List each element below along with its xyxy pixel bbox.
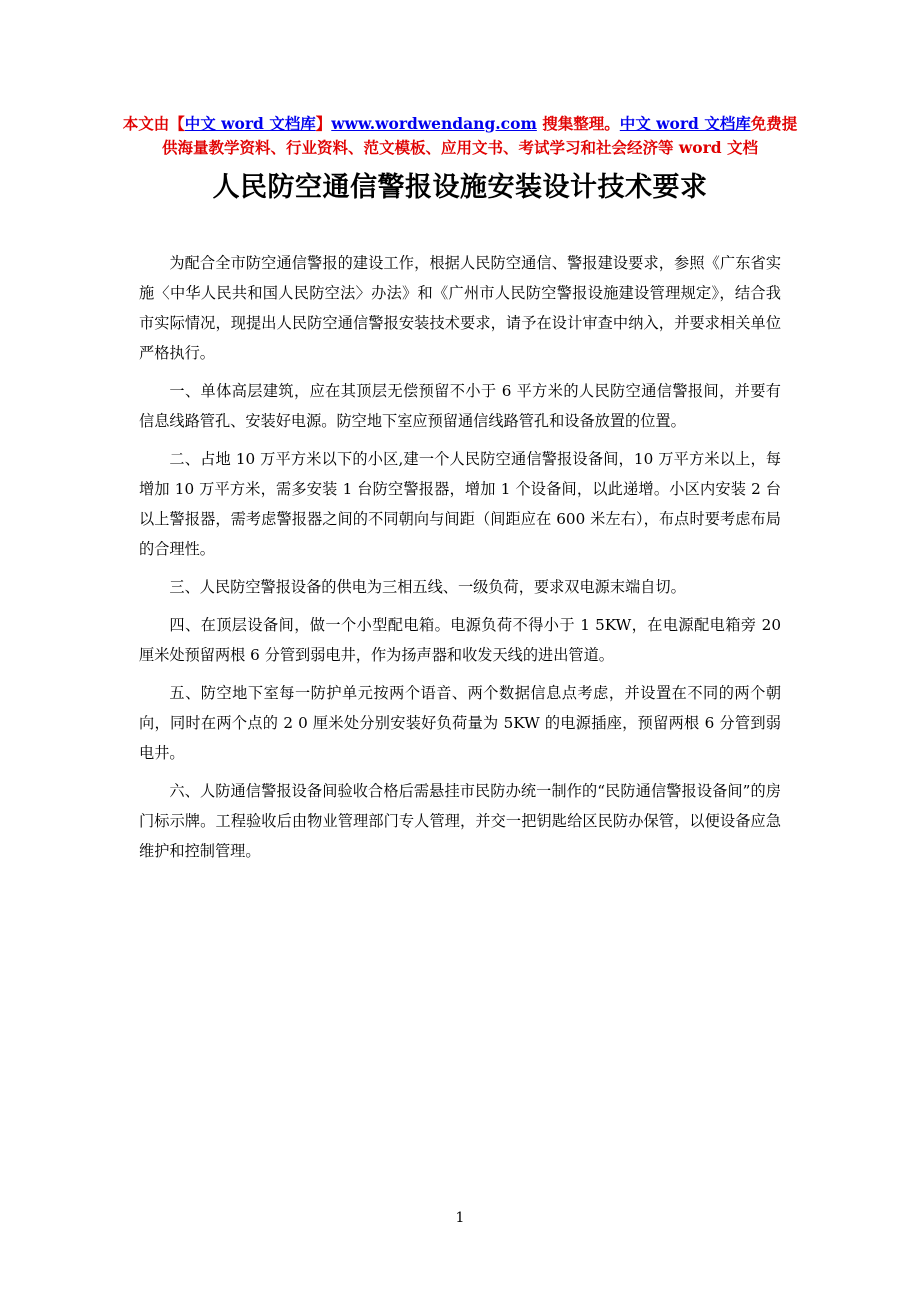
header-bracket-open: 【 bbox=[169, 114, 185, 133]
header-collected: 搜集整理。 bbox=[536, 114, 620, 133]
paragraph-item-3: 三、人民防空警报设备的供电为三相五线、一级负荷，要求双电源末端自切。 bbox=[169, 578, 686, 596]
header-line-1 bbox=[120, 112, 800, 136]
paragraph-item-2: 二、占地 10 万平方米以下的小区,建一个人民防空通信警报设备间，10 万平方米以上，每增加 10 万平方米，需多安装 1 台防空警报器，增加 1 个设备间，以此递增。小区内安装 2 台以上警报器，需考虑警报器之间的不同朝向与间距（间距应在 600 米左右），布点时要考虑布局的合理性。 bbox=[139, 450, 781, 558]
paragraph-item-1: 一、单体高层建筑，应在其顶层无偿预留不小于 6 平方米的人民防空通信警报间，并要有信息线路管孔、安装好电源。防空地下室应预留通信线路管孔和设备放置的位置。 bbox=[139, 382, 781, 430]
document-title: 人民防空通信警报设施安装设计技术要求 bbox=[212, 172, 708, 203]
source-name-link[interactable]: 中文 word 文档库 bbox=[184, 114, 316, 133]
paragraph-item-5: 五、防空地下室每一防护单元按两个语音、两个数据信息点考虑，并设置在不同的两个朝向，同时在两个点的 2 0 厘米处分别安装好负荷量为 5KW 的电源插座，预留两根 6 分管到弱电井。 bbox=[139, 684, 781, 762]
source-header bbox=[120, 112, 800, 160]
header-line-2: 供海量教学资料、行业资料、范文模板、应用文书、考试学习和社会经济等 word 文档 bbox=[162, 138, 758, 157]
source-url-link[interactable]: www.wordwendang.com bbox=[331, 114, 537, 133]
source-name-link-2[interactable]: 中文 word 文档库 bbox=[619, 114, 751, 133]
paragraph-item-6: 六、人防通信警报设备间验收合格后需悬挂市民防办统一制作的“民防通信警报设备间”的房门标示牌。工程验收后由物业管理部门专人管理，并交一把钥匙给区民防办保管，以便设备应急维护和控制管理。 bbox=[139, 782, 781, 860]
paragraph-intro: 为配合全市防空通信警报的建设工作，根据人民防空通信、警报建设要求，参照《广东省实施〈中华人民共和国人民防空法〉办法》和《广州市人民防空警报设施建设管理规定》，结合我市实际情况，现提出人民防空通信警报安装技术要求，请予在设计审查中纳入，并要求相关单位严格执行。 bbox=[139, 254, 781, 362]
paragraph-item-4: 四、在顶层设备间，做一个小型配电箱。电源负荷不得小于 1 5KW，在电源配电箱旁 20 厘米处预留两根 6 分管到弱电井，作为扬声器和收发天线的进出管道。 bbox=[139, 616, 781, 664]
header-provides: 免费提 bbox=[750, 114, 798, 133]
header-bracket-close: 】 bbox=[315, 114, 332, 133]
document-body bbox=[139, 248, 781, 874]
header-prefix: 本文由 bbox=[122, 114, 170, 133]
page-number: 1 bbox=[455, 1210, 465, 1226]
